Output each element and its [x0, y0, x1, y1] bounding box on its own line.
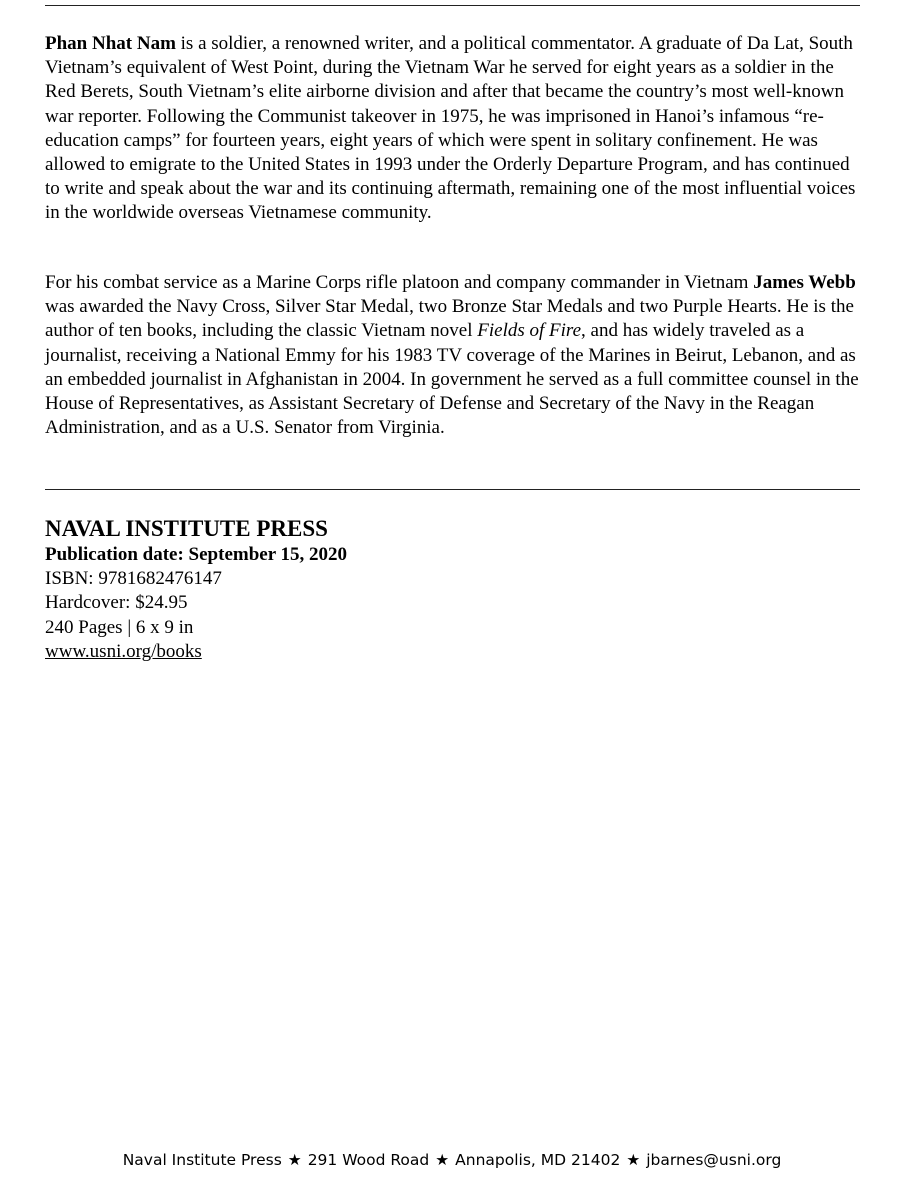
publication-date: Publication date: September 15, 2020: [45, 544, 348, 565]
book-format: 240 Pages | 6 x 9 in: [45, 616, 194, 638]
author-name-james-webb: James Webb: [753, 272, 856, 293]
footer-org: Naval Institute Press: [122, 1151, 282, 1169]
isbn: ISBN: 9781682476147: [45, 568, 222, 590]
bio-lead-text: For his combat service as a Marine Corps rifle platoon and company commander in Vietnam: [45, 272, 754, 293]
footer: [0, 1150, 904, 1170]
star-icon: ★: [435, 1151, 450, 1169]
author-name-phan-nhat-nam: Phan Nhat Nam: [45, 33, 176, 54]
publication-info: [45, 515, 645, 664]
bio-text-part-a: was awarded the Navy Cross, Silver Star Medal, two Bronze Star Medals and two Purple Hearts. He is the author of ten books, including the classic Vietnam novel: [45, 296, 854, 342]
bio-text-part-b: , and has widely traveled as a journalist, receiving a National Emmy for his 1983 TV coverage of the Marines in Beirut, Lebanon, and as an embedded journalist in Afghanistan in 2004. In government he served as a full committee counsel in the House of Representatives, as Assistant Secretary of Defense and Secretary of the Navy in the Reagan Administration, and as a U.S. Senator from Virginia.: [45, 320, 859, 439]
footer-email[interactable]: jbarnes@usni.org: [646, 1151, 782, 1169]
website-link[interactable]: www.usni.org/books: [45, 640, 202, 662]
book-title-fields-of-fire: Fields of Fire: [477, 320, 582, 342]
bio-text: is a soldier, a renowned writer, and a political commentator. A graduate of Da Lat, South Vietnam’s equivalent of West Point, during the Vietnam War he served for eight years as a soldier in the Red Berets, South Vietnam’s elite airborne division and after that became the country’s most well-known war reporter. Following the Communist takeover in 1975, he was imprisoned in Hanoi’s infamous “re-education camps” for fourteen years, eight years of which were spent in solitary confinement. He was allowed to emigrate to the United States in 1993 under the Orderly Departure Program, and has continued to write and speak about the war and its continuing aftermath, remaining one of the most influential voices in the worldwide overseas Vietnamese community.: [45, 33, 856, 224]
price: Hardcover: $24.95: [45, 592, 188, 614]
star-icon: ★: [626, 1151, 641, 1169]
footer-address: 291 Wood Road: [307, 1151, 430, 1169]
author-bio-phan-nhat-nam: [45, 32, 865, 226]
author-bio-james-webb: [45, 271, 865, 440]
section-divider: [45, 489, 860, 490]
footer-city: Annapolis, MD 21402: [455, 1151, 621, 1169]
publisher-name: NAVAL INSTITUTE PRESS: [45, 516, 328, 541]
top-divider: [45, 5, 860, 6]
star-icon: ★: [287, 1151, 302, 1169]
